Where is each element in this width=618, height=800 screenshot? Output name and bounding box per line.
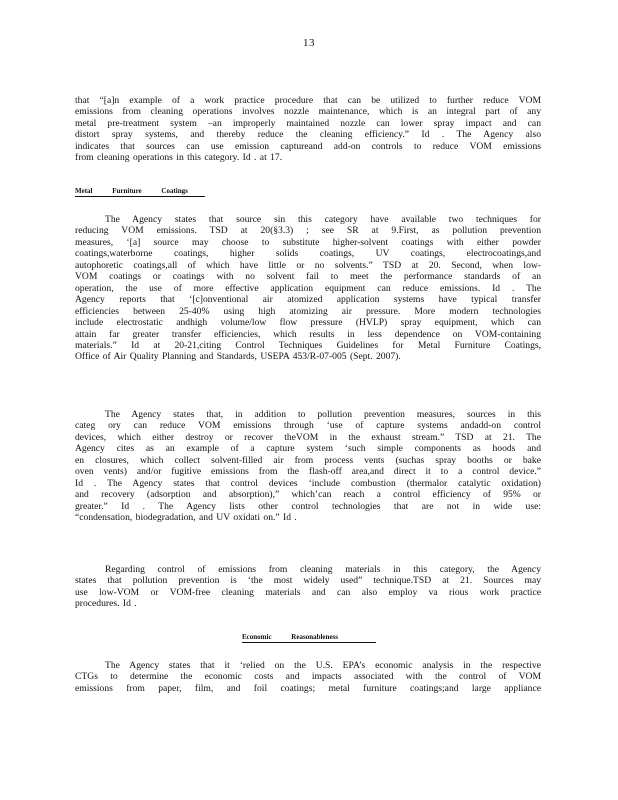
text-line: metal pre-treatment system –an improperly maintained nozzle can lower spray impact and can: [75, 117, 541, 129]
text-line: states that pollution prevention is ‘the most widely used” technique.TSD at 21. Sources may: [75, 575, 541, 587]
text-line: The Agency states that it ‘relied on the U.S. EPA’s economic analysis in the respective: [105, 660, 541, 671]
paragraph-cleaning-materials: [75, 564, 541, 610]
paragraph-continuation: [75, 95, 541, 164]
paragraph-economic-analysis: [75, 660, 541, 694]
text-line: procedures. Id .: [75, 598, 137, 610]
text-line: Id . The Agency states that control devices ‘include combustion (thermalor catalytic oxidation): [75, 477, 541, 489]
paragraph-capture-systems: [75, 409, 541, 524]
text-line: operation, the use of more effective application equipment can reduce emissions. Id . The: [75, 282, 541, 294]
text-line: emissions from cleaning operations involves nozzle maintenance, which is an integral part of any: [75, 106, 541, 118]
text-line: that “[a]n example of a work practice procedure that can be utilized to further reduce VOM: [75, 95, 541, 106]
text-line: from cleaning operations in this category. Id . at 17.: [75, 152, 283, 164]
text-line: The Agency states that source sin this category have available two techniques for: [105, 214, 541, 225]
text-line: greater.” Id . The Agency lists other control technologies that are not in wide use:: [75, 500, 541, 512]
text-line: use low-VOM or VOM-free cleaning materials and can also employ va rious work practice: [75, 586, 541, 598]
text-line: distort spray systems, and thereby reduce the cleaning efficiency.” Id . The Agency also: [75, 129, 541, 141]
text-line: devices, which either destroy or recover theVOM in the exhaust stream.” TSD at 21. The: [75, 431, 541, 443]
text-line: reducing VOM emissions. TSD at 20(§3.3) ; see SR at 9.First, as pollution prevention: [75, 225, 541, 237]
text-line: Agency cites as an example of a capture system ‘such simple components as hoods and: [75, 443, 541, 455]
text-line: en closures, which collect solvent-filled air from process vents (suchas spray booths or bake: [75, 454, 541, 466]
text-line: emissions from paper, film, and foil coatings; metal furniture coatings;and large appliance: [75, 682, 541, 694]
text-line: Agency reports that ‘[c]onventional air atomized application systems have typical transfer: [75, 294, 541, 306]
paragraph-techniques: [75, 214, 541, 363]
text-line: autophoretic coatings,all of which have little or no solvents.” TSD at 20. Second, when low-: [75, 259, 541, 271]
text-line: and recovery (adsorption and absorption),” which’can reach a control efficiency of 95% or: [75, 489, 541, 501]
section-heading-metal-furniture: Metal Furniture Coatings: [75, 187, 205, 197]
text-line: indicates that sources can use emission captureand add-on controls to reduce VOM emissions: [75, 140, 541, 152]
text-line: Regarding control of emissions from cleaning materials in this category, the Agency: [105, 564, 541, 575]
text-line: categ ory can reduce VOM emissions through ‘use of capture systems andadd-on control: [75, 420, 541, 432]
text-line: The Agency states that, in addition to pollution prevention measures, sources in this: [105, 409, 541, 420]
text-line: coatings,waterborne coatings, higher solids coatings, UV coatings, electrocoatings,and: [75, 248, 541, 260]
text-line: attain far greater transfer efficiencies, which results in less dependence on VOM-containing: [75, 328, 541, 340]
text-line: materials.” Id at 20-21,citing Control Techniques Guidelines for Metal Furniture Coatings,: [75, 339, 541, 351]
text-line: “condensation, biodegradation, and UV oxidati on.” Id .: [75, 512, 297, 524]
text-line: measures, ‘[a] source may choose to substitute higher-solvent coatings with either powder: [75, 236, 541, 248]
text-line: Office of Air Quality Planning and Standards, USEPA 453/R-07-005 (Sept. 2007).: [75, 351, 401, 363]
page-number: 13: [303, 37, 315, 49]
text-line: VOM coatings or coatings with no solvent fail to meet the performance standards of an: [75, 271, 541, 283]
text-line: include electrostatic andhigh volume/low flow pressure (HVLP) spray equipment, which can: [75, 317, 541, 329]
text-line: oven vents) and/or fugitive emissions from the flash-off area,and direct it to a control device.”: [75, 466, 541, 478]
section-heading-economic: Economic Reasonableness: [242, 633, 376, 643]
text-line: CTGs to determine the economic costs and impacts associated with the control of VOM: [75, 671, 541, 683]
text-line: efficiencies between 25-40% using high atomizing air pressure. More modern technologies: [75, 305, 541, 317]
